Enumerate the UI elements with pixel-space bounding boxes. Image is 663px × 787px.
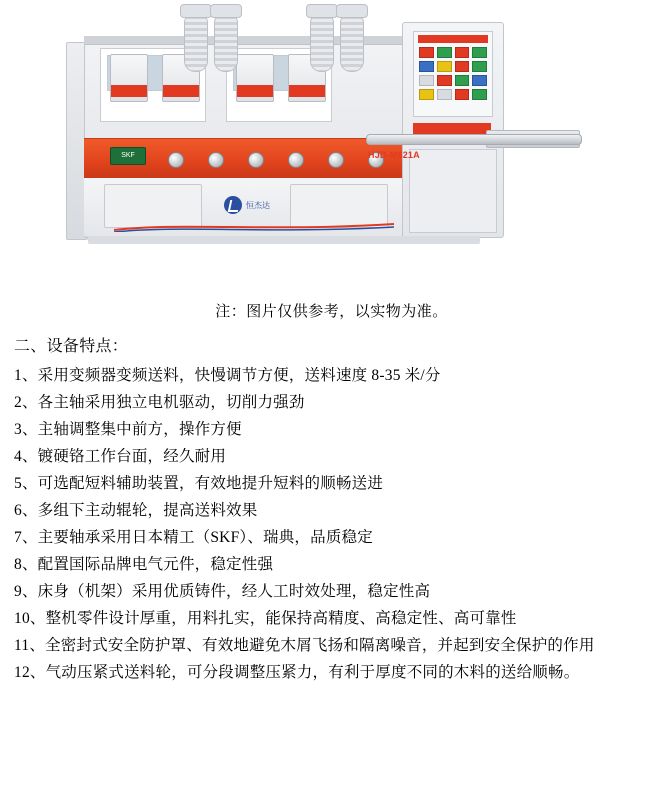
dust-duct-3 <box>310 12 334 72</box>
panel-button-green-1 <box>437 47 452 58</box>
figure-caption: 注：图片仅供参考，以实物为准。 <box>215 304 448 320</box>
panel-header-strip <box>418 35 488 43</box>
brand-logo <box>224 194 302 216</box>
panel-button-red-1 <box>419 47 434 58</box>
bearing-brand-plate: SKF <box>110 147 146 165</box>
list-item: 10、整机零件设计厚重，用料扎实，能保持高精度、高稳定性、高可靠性 <box>14 610 517 627</box>
adjust-knob-5 <box>328 152 344 168</box>
tower-lower-cabinet <box>409 149 497 233</box>
panel-button-red-4 <box>437 75 452 86</box>
panel-button-red-5 <box>455 89 470 100</box>
panel-button-yellow-1 <box>437 61 452 72</box>
spindle-head-1 <box>110 54 148 102</box>
logo-icon <box>224 196 242 214</box>
dust-duct-cap-4 <box>336 4 368 18</box>
adjust-knob-1 <box>168 152 184 168</box>
list-item: 12、气动压紧式送料轮，可分段调整压紧力，有利于厚度不同的木料的送给顺畅。 <box>14 664 580 681</box>
panel-button-yellow-2 <box>419 89 434 100</box>
dust-duct-cap-3 <box>306 4 338 18</box>
spindle-accent-4 <box>289 85 325 97</box>
spindle-accent-1 <box>111 85 147 97</box>
panel-button-green-2 <box>472 47 487 58</box>
machine-base <box>88 236 480 244</box>
decorative-swoosh <box>114 222 394 232</box>
list-item: 9、床身（机架）采用优质铸件，经人工时效处理，稳定性高 <box>14 583 431 600</box>
dust-duct-1 <box>184 12 208 72</box>
panel-button-red-3 <box>455 61 470 72</box>
adjust-knob-3 <box>248 152 264 168</box>
control-panel <box>413 31 493 117</box>
panel-button-grey-1 <box>419 75 434 86</box>
spindle-accent-2 <box>163 85 199 97</box>
list-item: 1、采用变频器变频送料，快慢调节方便，送料速度 8-35 米/分 <box>14 367 441 384</box>
panel-button-green-4 <box>455 75 470 86</box>
outfeed-rail <box>366 134 582 145</box>
list-item: 5、可选配短料辅助装置，有效地提升短料的顺畅送进 <box>14 475 384 492</box>
panel-button-grid <box>419 47 487 100</box>
machine-lower-panel <box>84 178 406 236</box>
spindle-accent-3 <box>237 85 273 97</box>
list-item: 8、配置国际品牌电气元件，稳定性强 <box>14 556 274 573</box>
dust-duct-2 <box>214 12 238 72</box>
spindle-head-3 <box>236 54 274 102</box>
machine-illustration <box>66 18 578 268</box>
list-item: 3、主轴调整集中前方，操作方便 <box>14 421 242 438</box>
panel-button-green-3 <box>472 61 487 72</box>
panel-button-blue-2 <box>472 75 487 86</box>
panel-button-grey-2 <box>437 89 452 100</box>
dust-duct-4 <box>340 12 364 72</box>
panel-button-blue-1 <box>419 61 434 72</box>
machine-model-label: HJD-M621A <box>368 150 420 160</box>
adjust-knob-2 <box>208 152 224 168</box>
panel-button-green-5 <box>472 89 487 100</box>
machine-figure <box>0 0 663 292</box>
adjust-knob-4 <box>288 152 304 168</box>
brand-logo-text: 恒杰达 <box>246 200 270 210</box>
panel-button-red-2 <box>455 47 470 58</box>
list-item: 6、多组下主动辊轮，提高送料效果 <box>14 502 258 519</box>
front-orange-panel <box>84 138 406 179</box>
list-item: 2、各主轴采用独立电机驱动，切削力强劲 <box>14 394 305 411</box>
section-title: 二、设备特点： <box>14 338 129 355</box>
dust-duct-cap-1 <box>180 4 212 18</box>
list-item: 4、镀硬铬工作台面，经久耐用 <box>14 448 227 465</box>
dust-duct-cap-2 <box>210 4 242 18</box>
feature-list <box>0 362 663 686</box>
list-item: 11、全密封式安全防护罩、有效地避免木屑飞扬和隔离噪音，并起到安全保护的作用 <box>14 637 595 654</box>
list-item: 7、主要轴承采用日本精工（SKF）、瑞典，品质稳定 <box>14 529 373 546</box>
